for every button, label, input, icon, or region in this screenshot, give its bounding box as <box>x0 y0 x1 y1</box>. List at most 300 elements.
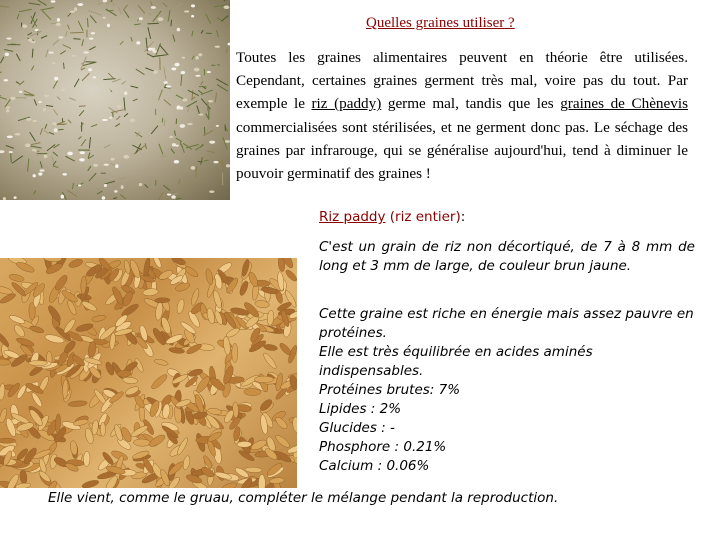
rice-grain <box>100 422 105 436</box>
sprout-seed <box>79 158 85 161</box>
sprout-seed <box>181 71 185 74</box>
sprout-shoot <box>30 132 36 141</box>
sprout-seed <box>158 17 164 21</box>
sprout-seed <box>32 120 37 122</box>
sprout-shoot <box>217 85 228 92</box>
rice-grain <box>176 298 186 314</box>
rice-grain <box>258 474 265 488</box>
riz-paddy-heading-name: Riz paddy <box>319 209 386 225</box>
sprout-shoot <box>72 183 73 189</box>
riz-paddy-description: C'est un grain de riz non décortiqué, de 7 à 8 mm de long et 3 mm de large, de couleur brun jaune. <box>319 239 695 274</box>
sprout-seed <box>54 77 58 81</box>
sprout-shoot <box>91 124 97 126</box>
sprout-seed <box>110 158 114 161</box>
sprout-seed <box>207 71 211 73</box>
sprout-seed <box>102 196 105 199</box>
sprout-shoot <box>0 72 2 76</box>
rice-grain <box>225 326 241 339</box>
sprout-seed <box>177 28 181 32</box>
rice-grain <box>68 258 84 269</box>
sprout-shoot <box>89 173 96 181</box>
sprout-seed <box>194 68 200 72</box>
sprout-shoot <box>78 21 83 31</box>
intro-text-2: germe mal, tandis que les <box>381 95 561 113</box>
sprout-shoot <box>11 153 12 162</box>
rice-grain <box>152 258 163 269</box>
sprout-shoot <box>44 130 49 134</box>
sprout-shoot <box>148 13 152 15</box>
sprout-shoot <box>151 126 158 134</box>
sprout-seed <box>104 184 107 187</box>
page-title-text: Quelles graines utiliser <box>366 15 505 31</box>
sprout-seed <box>121 185 124 189</box>
sprout-seed <box>195 56 198 60</box>
sprout-shoot <box>201 30 203 33</box>
sprout-seed <box>33 174 36 177</box>
sprout-shoot <box>29 146 41 148</box>
sprout-seed <box>67 152 73 156</box>
sprout-seed <box>5 106 10 108</box>
sprout-shoot <box>175 131 176 136</box>
sprout-shoot <box>120 194 125 198</box>
sprout-shoot <box>53 80 57 88</box>
sprout-shoot <box>124 113 128 116</box>
sprout-shoot <box>192 56 194 60</box>
sprout-seed <box>38 101 42 103</box>
closing-sentence: Elle vient, comme le gruau, compléter le mélange pendant la reproduction. <box>48 490 559 506</box>
sprout-shoot <box>106 9 117 16</box>
rice-grain <box>205 268 214 285</box>
sprout-shoot <box>73 39 80 40</box>
sprout-shoot <box>218 161 225 165</box>
sprout-shoot <box>145 184 148 188</box>
sprout-shoot <box>187 101 197 107</box>
rice-grain <box>0 438 16 443</box>
sprout-shoot <box>204 160 209 161</box>
riz-paddy-composition <box>319 305 695 476</box>
rice-grain <box>91 314 106 322</box>
sprout-seed <box>224 5 230 9</box>
sprout-seed <box>72 55 76 57</box>
sprout-shoot <box>222 0 225 1</box>
sprout-shoot <box>31 66 33 71</box>
rice-grain <box>123 259 131 274</box>
sprout-shoot <box>16 54 20 61</box>
sprouted-seeds-photo <box>0 0 230 200</box>
sprout-seed <box>226 164 230 167</box>
rice-grain <box>244 388 261 395</box>
sprout-seed <box>151 6 156 9</box>
sprout-seed <box>166 85 171 87</box>
sprout-seed <box>25 143 31 147</box>
rice-grain <box>254 376 273 383</box>
sprout-seed <box>116 105 121 108</box>
sprout-shoot <box>145 68 154 71</box>
sprout-shoot <box>32 49 33 58</box>
rice-grain <box>29 360 48 365</box>
sprout-seed <box>102 119 108 121</box>
sprout-shoot <box>173 35 175 42</box>
sprout-shoot <box>34 190 36 194</box>
rice-grain <box>0 359 11 366</box>
sprout-seed <box>57 18 60 22</box>
sprout-shoot <box>160 45 169 55</box>
sprout-shoot <box>153 184 154 189</box>
sprout-shoot <box>53 166 59 167</box>
sprout-shoot <box>131 37 132 41</box>
sprout-seed <box>15 133 21 136</box>
rice-grain <box>222 336 231 356</box>
rice-grain <box>8 273 24 283</box>
sprout-shoot <box>89 137 90 148</box>
sprout-seed <box>78 184 81 186</box>
sprout-seed <box>195 75 200 77</box>
rice-grain <box>237 441 251 447</box>
sprout-shoot <box>161 156 167 157</box>
composition-lipids: Lipides : 2% <box>319 401 402 417</box>
sprout-shoot <box>162 118 163 123</box>
sprout-seed <box>115 164 118 168</box>
sprout-seed <box>103 0 108 2</box>
sprout-seed <box>198 53 202 56</box>
sprout-shoot <box>158 192 163 200</box>
sprout-seed <box>172 143 176 146</box>
sprout-shoot <box>97 191 102 194</box>
sprout-seed <box>35 29 39 31</box>
sprout-shoot <box>173 3 183 9</box>
sprout-seed <box>6 109 9 112</box>
rice-grain <box>207 407 222 415</box>
sprout-seed <box>22 24 27 28</box>
sprout-shoot <box>214 0 222 2</box>
rice-grain <box>53 273 69 291</box>
sprout-shoot <box>79 106 86 107</box>
sprout-shoot <box>63 45 71 49</box>
sprouts-texture <box>0 0 230 200</box>
rice-grain <box>81 299 99 312</box>
sprout-shoot <box>120 41 124 45</box>
sprout-shoot <box>0 92 1 96</box>
sprout-seed <box>5 53 9 56</box>
rice-grain <box>154 358 169 366</box>
sprout-shoot <box>116 116 120 120</box>
sprout-seed <box>83 51 89 53</box>
rice-grain <box>30 391 43 408</box>
sprout-shoot <box>136 69 145 75</box>
sprout-shoot <box>221 16 228 21</box>
riz-paddy-heading-colon: : <box>460 209 466 225</box>
sprout-seed <box>77 3 83 6</box>
intro-text-3: commercialisées sont stérilisées, et ne germent donc pas. Le séchage des graines par infrarouge, qui se généralise aujourd'hui, tend à diminuer le pouvoir germinatif des graines ! <box>236 118 688 183</box>
sprout-shoot <box>67 190 77 197</box>
sprout-seed <box>176 107 180 110</box>
sprout-shoot <box>226 48 227 52</box>
sprout-shoot <box>4 50 13 52</box>
sprout-shoot <box>74 79 79 87</box>
sprout-shoot <box>147 54 154 58</box>
composition-phosphore: Phosphore : 0.21% <box>319 439 447 455</box>
sprout-shoot <box>197 106 200 115</box>
sprout-shoot <box>62 118 63 122</box>
sprout-seed <box>108 89 111 91</box>
rice-grain <box>29 325 45 334</box>
sprout-shoot <box>206 114 209 118</box>
sprout-seed <box>93 164 98 167</box>
sprout-shoot <box>196 166 197 178</box>
sprout-seed <box>208 100 213 103</box>
sprout-seed <box>52 122 57 126</box>
sprout-shoot <box>216 30 218 37</box>
sprout-seed <box>4 79 9 81</box>
sprout-shoot <box>16 82 20 84</box>
sprout-shoot <box>68 13 71 16</box>
composition-amino-acids: Elle est très équilibrée en acides aminés indispensables. <box>319 344 593 379</box>
sprout-shoot <box>164 100 171 106</box>
rice-grain <box>221 481 238 488</box>
sprout-shoot <box>163 185 170 190</box>
sprout-shoot <box>171 149 175 154</box>
sprout-shoot <box>198 161 203 162</box>
sprout-shoot <box>28 33 33 35</box>
composition-proteins: Protéines brutes: 7% <box>319 382 461 398</box>
sprout-seed <box>7 136 13 139</box>
sprout-shoot <box>187 106 190 112</box>
sprout-shoot <box>60 51 66 55</box>
rice-grain <box>238 280 249 297</box>
sprout-seed <box>104 164 109 166</box>
sprout-seed <box>215 46 220 48</box>
sprout-seed <box>123 155 129 159</box>
rice-grain <box>232 343 238 362</box>
sprout-shoot <box>53 40 59 46</box>
sprout-shoot <box>63 63 64 69</box>
sprout-seed <box>70 10 75 12</box>
sprout-seed <box>0 150 5 153</box>
sprout-shoot <box>148 27 151 39</box>
sprout-seed <box>88 68 92 71</box>
sprout-seed <box>43 108 46 111</box>
sprout-shoot <box>168 10 170 22</box>
sprout-shoot <box>87 18 88 27</box>
sprout-shoot <box>89 47 95 50</box>
sprout-seed <box>171 68 176 71</box>
sprout-seed <box>6 38 11 40</box>
sprout-seed <box>182 98 187 101</box>
sprout-shoot <box>34 99 37 105</box>
sprout-seed <box>151 48 155 51</box>
rice-grain <box>83 451 90 466</box>
rice-grain <box>245 467 263 473</box>
sprout-seed <box>199 113 204 115</box>
sprout-shoot <box>171 20 172 27</box>
sprout-seed <box>44 94 49 97</box>
sprout-shoot <box>49 132 54 134</box>
sprout-shoot <box>53 109 57 115</box>
page-title <box>366 15 515 32</box>
sprout-seed <box>49 52 54 54</box>
sprout-shoot <box>90 15 96 23</box>
sprout-seed <box>109 117 112 119</box>
sprout-seed <box>164 81 168 84</box>
sprout-shoot <box>28 159 29 172</box>
sprout-shoot <box>65 156 74 161</box>
sprout-seed <box>32 149 36 151</box>
sprout-shoot <box>206 14 211 24</box>
sprout-shoot <box>158 90 162 101</box>
rice-grain <box>69 440 78 455</box>
sprout-shoot <box>57 129 63 130</box>
sprout-seed <box>52 62 55 64</box>
sprout-shoot <box>145 143 146 149</box>
sprout-shoot <box>133 99 138 101</box>
riz-paddy-heading <box>319 209 465 225</box>
sprout-seed <box>225 140 230 143</box>
sprout-shoot <box>6 145 14 148</box>
sprout-seed <box>191 4 195 7</box>
sprout-seed <box>31 41 35 43</box>
sprout-shoot <box>67 25 69 30</box>
composition-glucides: Glucides : - <box>319 420 395 436</box>
sprout-seed <box>28 38 32 41</box>
sprout-shoot <box>46 106 53 107</box>
sprout-shoot <box>41 7 54 10</box>
sprout-seed <box>209 191 214 193</box>
sprout-shoot <box>24 0 25 3</box>
sprout-shoot <box>112 79 120 82</box>
riz-paddy-link[interactable]: riz (paddy) <box>311 95 382 113</box>
sprout-shoot <box>53 152 58 156</box>
composition-calcium: Calcium : 0.06% <box>319 458 430 474</box>
sprout-shoot <box>0 57 3 63</box>
sprout-seed <box>213 161 218 164</box>
intro-paragraph <box>236 46 688 185</box>
sprout-seed <box>93 76 97 78</box>
sprout-shoot <box>81 57 86 70</box>
sprout-seed <box>180 124 185 128</box>
sprout-shoot <box>176 198 181 199</box>
sprout-seed <box>9 151 13 153</box>
sprout-shoot <box>113 198 117 199</box>
sprout-seed <box>175 63 180 67</box>
sprout-seed <box>10 97 15 100</box>
sprout-seed <box>44 155 48 159</box>
sprout-shoot <box>17 2 20 9</box>
sprout-seed <box>171 195 176 199</box>
rice-grain <box>81 479 99 488</box>
sprout-shoot <box>41 36 47 39</box>
sprout-seed <box>184 10 189 12</box>
sprout-seed <box>107 24 110 28</box>
rice-grain <box>274 433 291 449</box>
sprout-shoot <box>57 97 60 100</box>
sprout-shoot <box>17 14 19 20</box>
rice-grain <box>0 383 5 400</box>
sprout-seed <box>39 169 44 171</box>
sprout-shoot <box>147 23 158 24</box>
sprout-shoot <box>30 31 41 36</box>
sprout-shoot <box>123 5 128 11</box>
sprout-shoot <box>86 62 97 63</box>
sprout-shoot <box>195 145 203 150</box>
sprout-seed <box>191 166 195 170</box>
sprout-shoot <box>40 161 42 168</box>
sprout-shoot <box>82 73 89 81</box>
sprout-seed <box>89 38 93 40</box>
sprout-seed <box>174 160 179 164</box>
sprout-seed <box>14 196 17 199</box>
sprout-seed <box>187 123 193 125</box>
sprout-shoot <box>156 43 160 54</box>
riz-paddy-heading-detail: (riz entier) <box>385 209 461 225</box>
sprout-seed <box>228 43 230 46</box>
sprout-shoot <box>124 97 125 110</box>
sprout-shoot <box>68 120 71 123</box>
sprout-seed <box>136 41 140 44</box>
sprout-shoot <box>124 11 129 18</box>
sprout-shoot <box>134 24 140 25</box>
sprout-shoot <box>83 62 95 65</box>
sprout-shoot <box>19 81 24 85</box>
sprout-seed <box>74 7 77 11</box>
sprout-shoot <box>98 3 102 5</box>
composition-energy: Cette graine est riche en énergie mais assez pauvre en protéines. <box>319 306 694 341</box>
sprout-shoot <box>207 102 208 111</box>
sprout-seed <box>191 15 194 18</box>
sprout-shoot <box>79 110 84 116</box>
rice-grain <box>133 439 150 447</box>
sprout-shoot <box>132 145 141 150</box>
sprout-shoot <box>179 179 181 184</box>
sprout-shoot <box>88 10 101 15</box>
rice-grain <box>284 268 297 282</box>
sprout-shoot <box>223 137 227 149</box>
sprout-shoot <box>222 160 224 173</box>
sprout-shoot <box>40 128 42 135</box>
sprout-seed <box>38 172 42 175</box>
sprout-shoot <box>104 181 114 184</box>
sprout-seed <box>129 119 135 123</box>
sprout-shoot <box>216 79 228 86</box>
rice-grain <box>263 344 278 352</box>
sprout-shoot <box>118 7 121 14</box>
sprout-seed <box>153 70 158 74</box>
chenevis-link[interactable]: graines de Chènevis <box>560 95 688 113</box>
rice-grain <box>15 482 31 488</box>
sprout-shoot <box>66 31 68 36</box>
rice-grain <box>269 477 285 484</box>
sprout-seed <box>216 125 219 127</box>
sprout-shoot <box>215 93 216 103</box>
sprout-seed <box>209 141 215 144</box>
intro-text-1: Toutes les graines alimentaires peuvent en théorie être utilisées. Cependant, certaines graines germent très mal, voire pas du tout. Par exemple le <box>236 49 688 113</box>
sprout-shoot <box>70 32 84 33</box>
rice-grain <box>29 302 36 320</box>
sprout-seed <box>114 190 117 193</box>
rice-grain <box>262 352 278 371</box>
sprout-shoot <box>19 9 32 11</box>
sprout-shoot <box>188 22 194 25</box>
sprout-shoot <box>78 137 81 140</box>
sprout-seed <box>54 128 58 132</box>
sprout-seed <box>91 32 95 34</box>
sprout-seed <box>139 183 143 186</box>
sprout-shoot <box>159 144 163 155</box>
sprout-shoot <box>82 39 84 46</box>
grains-texture <box>0 258 297 488</box>
sprout-seed <box>61 88 66 91</box>
sprout-shoot <box>212 50 218 61</box>
sprout-shoot <box>45 124 47 129</box>
